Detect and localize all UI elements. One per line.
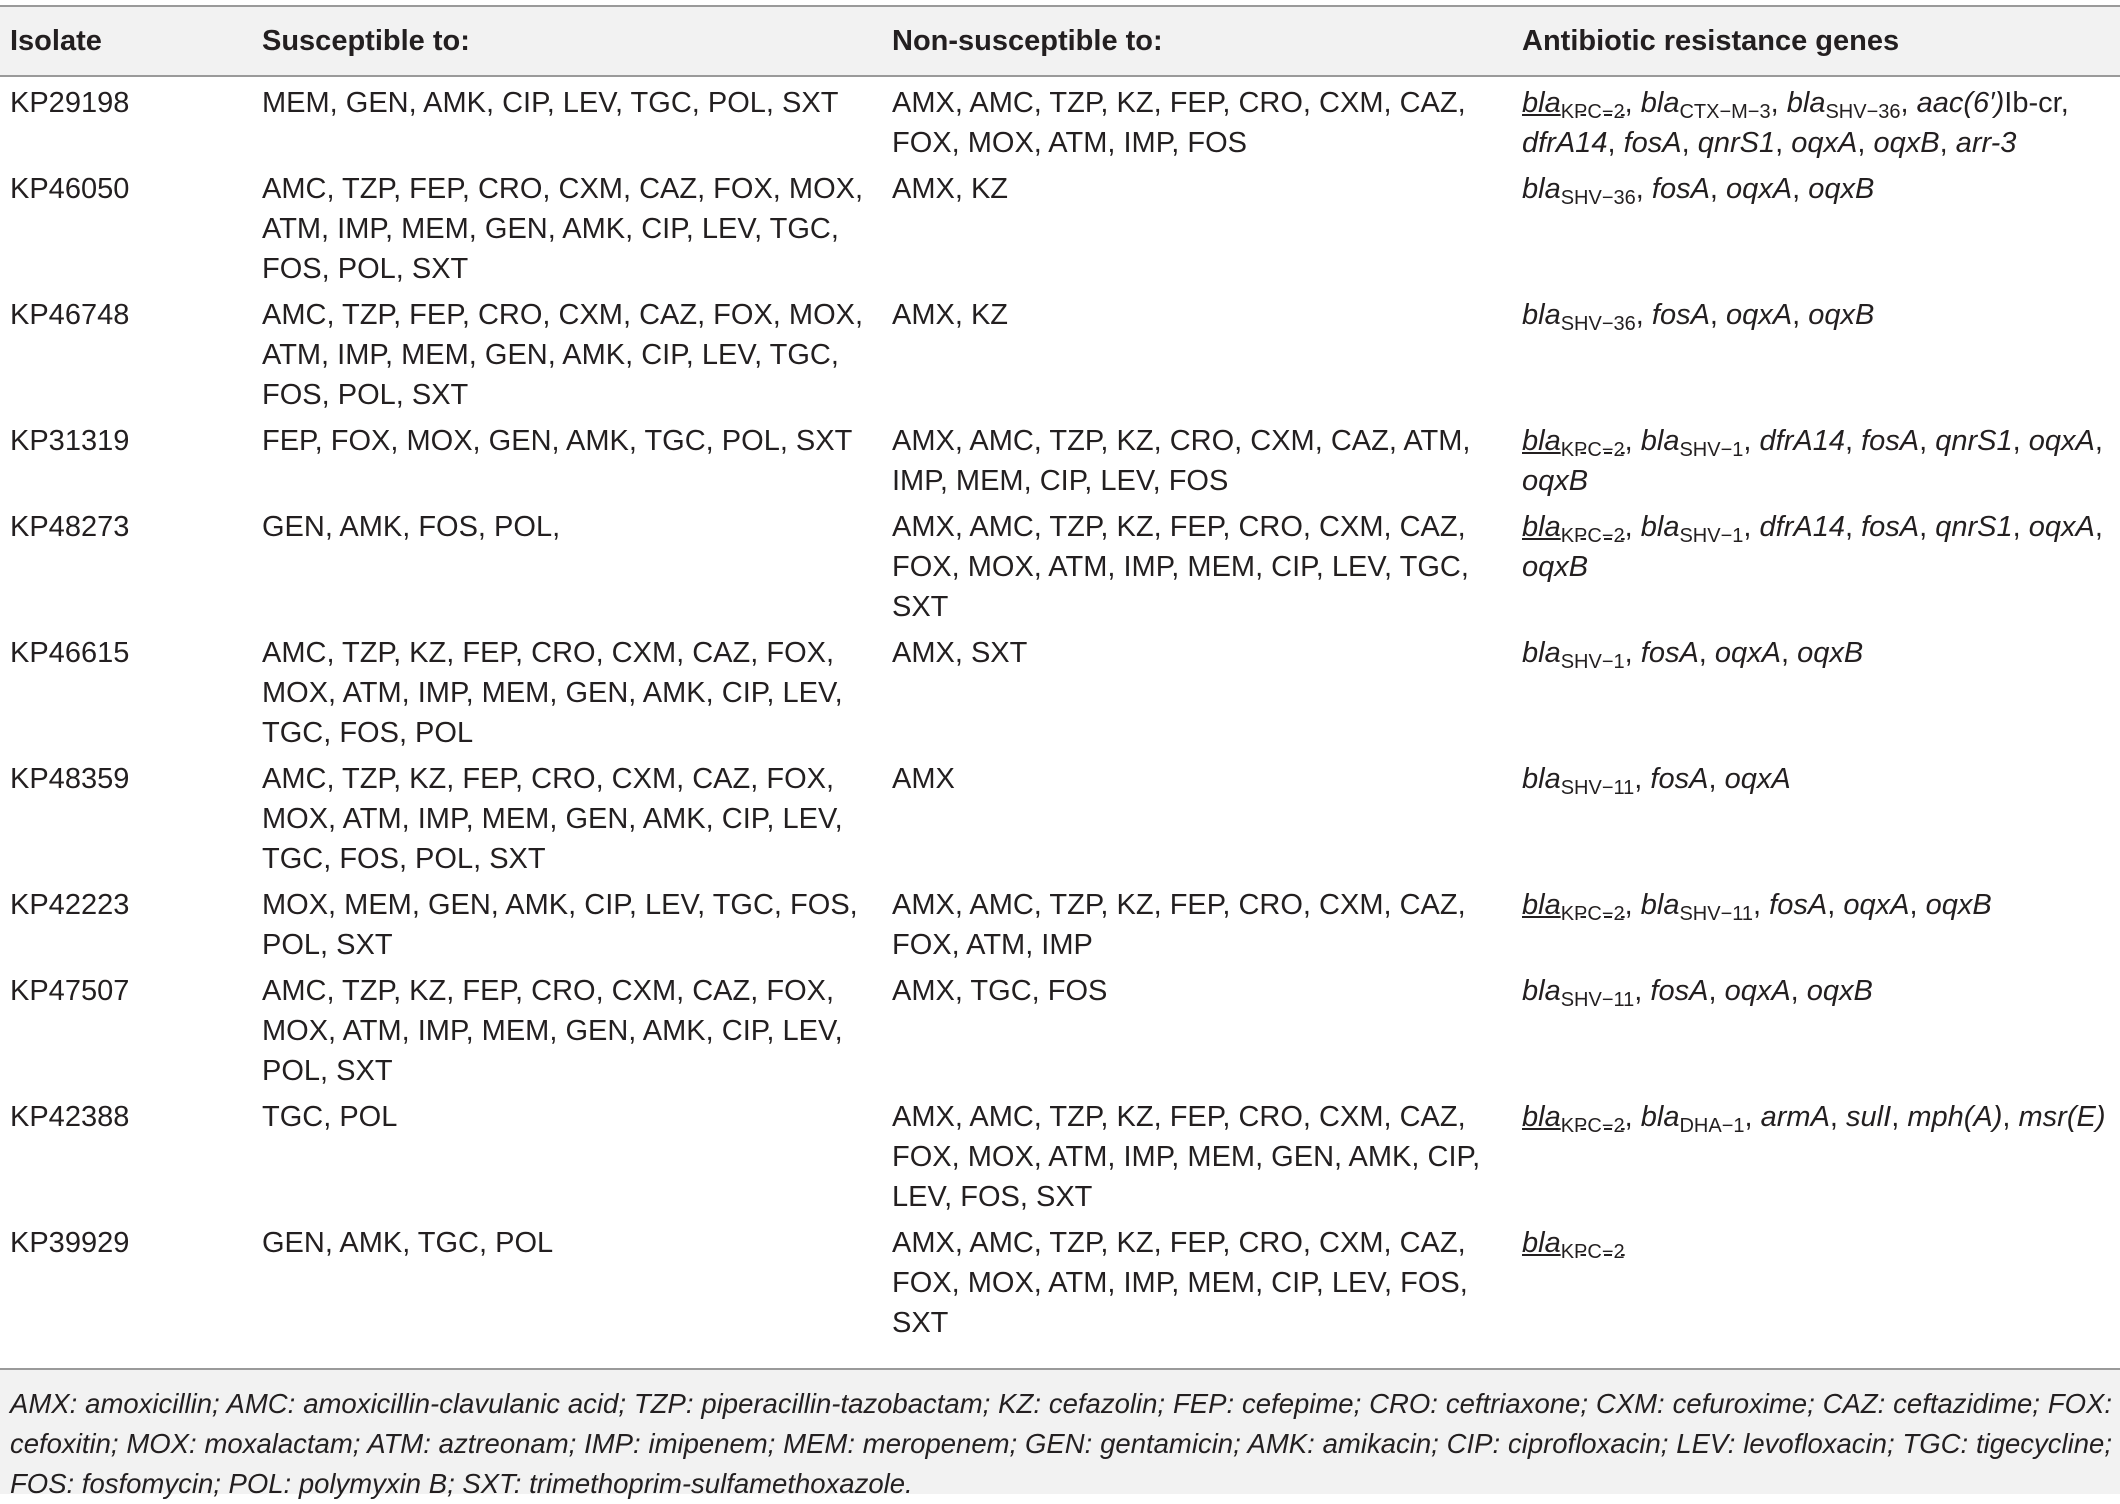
- gene-base: oqxA: [1726, 299, 1793, 331]
- gene-base: oqxB: [1522, 551, 1589, 583]
- isolate-cell: KP48359: [10, 763, 130, 795]
- nonsusceptible-cell: AMX, AMC, TZP, KZ, FEP, CRO, CXM, CAZ, FOX, MOX, ATM, IMP, MEM, CIP, LEV, TGC, SXT: [892, 511, 1469, 623]
- gene-base: bla: [1522, 637, 1561, 669]
- gene-suffix: Ib-cr: [2004, 87, 2061, 119]
- gene-base: armA: [1760, 1101, 1830, 1133]
- gene-base: fosA: [1650, 763, 1709, 795]
- resistance-genes-cell: bla$_{KPC-2}$, bla$_{SHV-1}$, dfrA14, fosA, qnrS1, oqxA, oqxB: [1522, 425, 2103, 497]
- gene-base: qnrS1: [1935, 425, 2013, 457]
- susceptible-cell: AMC, TZP, FEP, CRO, CXM, CAZ, FOX, MOX, ATM, IMP, MEM, GEN, AMK, CIP, LEV, TGC, FOS, POL, SXT: [262, 173, 864, 285]
- gene-variant-subscript: KPC−2: [1560, 1241, 1625, 1263]
- gene-base: bla: [1522, 299, 1561, 331]
- gene-base: bla: [1640, 87, 1680, 119]
- susceptible-cell: AMC, TZP, KZ, FEP, CRO, CXM, CAZ, FOX, MOX, ATM, IMP, MEM, GEN, AMK, CIP, LEV, TGC, FOS, POL, SXT: [262, 763, 843, 875]
- gene-base: bla: [1522, 1101, 1561, 1133]
- gene-variant-subscript: SHV−36: [1825, 101, 1901, 123]
- resistance-genes-cell: bla$_{SHV-36}$, fosA, oqxA, oqxB: [1522, 173, 1875, 209]
- gene-name: [1935, 425, 2012, 457]
- gene-variant-subscript: DHA−1: [1679, 1115, 1745, 1137]
- gene-base: bla: [1640, 1101, 1680, 1133]
- gene-name: [1522, 87, 1625, 123]
- gene-base: fosA: [1651, 173, 1710, 205]
- gene-base: oqxA: [1724, 975, 1791, 1007]
- gene-name: [1843, 889, 1909, 921]
- gene-base: fosA: [1651, 299, 1710, 331]
- gene-base: fosA: [1623, 127, 1682, 159]
- gene-name: [1698, 127, 1775, 159]
- gene-name: [1652, 173, 1710, 205]
- gene-base: arr-3: [1955, 127, 2017, 159]
- gene-name: [2029, 425, 2095, 457]
- gene-name: [1861, 425, 1919, 457]
- abbreviation-legend: AMX: amoxicillin; AMC: amoxicillin-clavulanic acid; TZP: piperacillin-tazobactam; KZ: cefazolin; FEP: cefepime; CRO: ceftriaxone; CXM: cefuroxime; CAZ: ceftazidime; FOX: cefoxitin; MOX: moxalactam; ATM: aztreonam; IMP: imipenem; MEM: meropenem; GEN: gentamicin; AMK: amikacin; CIP: ciprofloxacin; LEV: levofloxacin; TGC: tigecycline; FOS: fosfomycin; POL: polymyxin B; SXT: trimethoprim-sulfamethoxazole.: [10, 1388, 2112, 1499]
- gene-name: [1522, 975, 1635, 1011]
- gene-name: [1522, 637, 1625, 673]
- gene-base: oqxB: [1808, 173, 1875, 205]
- gene-base: bla: [1640, 511, 1680, 543]
- susceptible-cell: MEM, GEN, AMK, CIP, LEV, TGC, POL, SXT: [262, 87, 839, 119]
- table-row: [0, 627, 2120, 753]
- gene-name: [1522, 889, 1625, 925]
- gene-name: [1786, 87, 1901, 123]
- gene-name: [1807, 975, 1873, 1007]
- gene-base: oqxA: [1843, 889, 1910, 921]
- gene-base: fosA: [1640, 637, 1699, 669]
- gene-name: [1715, 637, 1781, 669]
- susceptible-cell: AMC, TZP, KZ, FEP, CRO, CXM, CAZ, FOX, MOX, ATM, IMP, MEM, GEN, AMK, CIP, LEV, TGC, FOS, POL: [262, 637, 843, 749]
- resistance-table: [0, 5, 2120, 1343]
- nonsusceptible-cell: AMX, AMC, TZP, KZ, FEP, CRO, CXM, CAZ, FOX, MOX, ATM, IMP, MEM, CIP, LEV, FOS, SXT: [892, 1227, 1468, 1339]
- gene-name: [1641, 637, 1699, 669]
- isolate-cell: KP48273: [10, 511, 130, 543]
- gene-base: dfrA14: [1522, 127, 1608, 159]
- gene-variant-subscript: KPC−2: [1560, 525, 1625, 547]
- susceptible-cell: AMC, TZP, FEP, CRO, CXM, CAZ, FOX, MOX, ATM, IMP, MEM, GEN, AMK, CIP, LEV, TGC, FOS, POL, SXT: [262, 299, 864, 411]
- isolate-cell: KP46050: [10, 173, 130, 205]
- gene-name: [1640, 889, 1754, 925]
- resistance-genes-cell: bla$_{KPC-2}$, bla$_{SHV-11}$, fosA, oqxA, oqxB: [1522, 889, 1992, 925]
- gene-name: [1907, 1101, 2002, 1133]
- gene-name: [1873, 127, 1939, 159]
- gene-base: bla: [1522, 425, 1561, 457]
- table-row: [0, 1217, 2120, 1343]
- gene-variant-subscript: SHV−36: [1560, 313, 1636, 335]
- gene-base: fosA: [1769, 889, 1828, 921]
- gene-base: bla: [1522, 173, 1561, 205]
- gene-base: oqxA: [2028, 511, 2095, 543]
- gene-name: [1640, 425, 1744, 461]
- gene-name: [1522, 1227, 1625, 1263]
- header-resistance-genes: Antibiotic resistance genes: [1522, 24, 1900, 57]
- gene-name: [1791, 127, 1857, 159]
- nonsusceptible-cell: AMX, KZ: [892, 173, 1009, 205]
- gene-name: [1650, 763, 1708, 795]
- resistance-genes-cell: bla$_{SHV-11}$, fosA, oqxA, oqxB: [1522, 975, 1873, 1011]
- header-nonsusceptible: Non-susceptible to:: [892, 24, 1163, 57]
- gene-name: [1650, 975, 1708, 1007]
- table-row: [0, 163, 2120, 289]
- gene-base: bla: [1522, 87, 1561, 119]
- gene-variant-subscript: SHV−36: [1560, 187, 1636, 209]
- gene-base: oqxB: [1806, 975, 1873, 1007]
- table-row: [0, 289, 2120, 415]
- gene-variant-subscript: KPC−2: [1560, 101, 1625, 123]
- gene-name: [1761, 1101, 1830, 1133]
- resistance-genes-cell: [1512, 1217, 2120, 1343]
- susceptible-cell: GEN, AMK, FOS, POL,: [262, 511, 561, 543]
- isolate-cell: KP42223: [10, 889, 130, 921]
- table-row: [0, 753, 2120, 879]
- gene-base: bla: [1522, 975, 1561, 1007]
- gene-base: dfrA14: [1759, 511, 1845, 543]
- gene-name: [1926, 889, 1992, 921]
- nonsusceptible-cell: AMX, TGC, FOS: [892, 975, 1108, 1007]
- gene-variant-subscript: SHV−11: [1560, 989, 1635, 1011]
- gene-base: oqxA: [1726, 173, 1793, 205]
- table-header-row: [0, 6, 2120, 76]
- gene-name: [1640, 87, 1771, 123]
- isolate-cell: KP46748: [10, 299, 130, 331]
- gene-name: [1769, 889, 1827, 921]
- isolate-cell: KP31319: [10, 425, 130, 457]
- gene-name: [1522, 551, 1588, 583]
- table-row: [0, 965, 2120, 1091]
- table-row: [0, 879, 2120, 965]
- susceptible-cell: AMC, TZP, KZ, FEP, CRO, CXM, CAZ, FOX, MOX, ATM, IMP, MEM, GEN, AMK, CIP, LEV, POL, SXT: [262, 975, 843, 1087]
- table-row: [0, 501, 2120, 627]
- nonsusceptible-cell: AMX, AMC, TZP, KZ, FEP, CRO, CXM, CAZ, FOX, MOX, ATM, IMP, MEM, GEN, AMK, CIP, LEV, FOS, SXT: [892, 1101, 1481, 1213]
- gene-name: [1956, 127, 2017, 159]
- table-row: [0, 76, 2120, 163]
- header-susceptible: Susceptible to:: [262, 24, 470, 57]
- gene-name: [1522, 1101, 1625, 1137]
- gene-name: [1760, 425, 1845, 457]
- gene-name: [1917, 87, 2061, 119]
- gene-name: [1624, 127, 1682, 159]
- isolate-cell: KP46615: [10, 637, 130, 669]
- isolate-cell: KP47507: [10, 975, 130, 1007]
- gene-name: [1522, 173, 1636, 209]
- resistance-genes-cell: bla$_{KPC-2}$, bla$_{SHV-1}$, dfrA14, fosA, qnrS1, oqxA, oqxB: [1522, 511, 2103, 583]
- table-row: [0, 1091, 2120, 1217]
- gene-base: bla: [1522, 763, 1561, 795]
- gene-base: mph(A): [1907, 1101, 2003, 1133]
- gene-base: qnrS1: [1697, 127, 1776, 159]
- gene-name: [1797, 637, 1863, 669]
- gene-name: [1522, 763, 1635, 799]
- resistance-genes-cell: bla$_{KPC-2}$, bla$_{DHA-1}$, armA, sulI, mph(A), msr(E): [1522, 1101, 2106, 1137]
- gene-base: msr(E): [2018, 1101, 2106, 1133]
- nonsusceptible-cell: AMX: [892, 763, 955, 795]
- gene-name: [1808, 173, 1874, 205]
- gene-base: qnrS1: [1935, 511, 2013, 543]
- gene-variant-subscript: SHV−11: [1560, 777, 1635, 799]
- gene-name: [1725, 763, 1791, 795]
- resistance-genes-cell: bla$_{SHV-1}$, fosA, oqxA, oqxB: [1522, 637, 1864, 673]
- gene-base: fosA: [1650, 975, 1709, 1007]
- gene-name: [1846, 1101, 1891, 1133]
- gene-name: [2019, 1101, 2106, 1133]
- table-body: [0, 76, 2120, 1343]
- nonsusceptible-cell: AMX, AMC, TZP, KZ, CRO, CXM, CAZ, ATM, IMP, MEM, CIP, LEV, FOS: [892, 425, 1471, 497]
- gene-name: [1522, 127, 1607, 159]
- table-row: [0, 415, 2120, 501]
- gene-name: [2029, 511, 2095, 543]
- gene-base: oqxA: [1714, 637, 1782, 669]
- gene-name: [1861, 511, 1919, 543]
- gene-variant-subscript: KPC−2: [1560, 439, 1625, 461]
- gene-name: [1522, 511, 1625, 547]
- gene-name: [1726, 173, 1792, 205]
- susceptible-cell: FEP, FOX, MOX, GEN, AMK, TGC, POL, SXT: [262, 425, 853, 457]
- isolate-cell: KP29198: [10, 87, 130, 119]
- gene-base: bla: [1640, 889, 1680, 921]
- gene-variant-subscript: KPC−2: [1560, 1115, 1625, 1137]
- nonsusceptible-cell: AMX, AMC, TZP, KZ, FEP, CRO, CXM, CAZ, FOX, ATM, IMP: [892, 889, 1466, 961]
- gene-base: oqxB: [1925, 889, 1992, 921]
- resistance-genes-cell: bla$_{KPC-2}$, bla$_{CTX-M-3}$, bla$_{SHV-36}$, aac(6′)Ib-cr, dfrA14, fosA, qnrS1, oqxA, oqxB, arr-3: [1522, 87, 2069, 159]
- gene-name: [1726, 299, 1792, 331]
- gene-base: fosA: [1861, 511, 1920, 543]
- gene-base: aac(6′): [1916, 87, 2005, 119]
- gene-name: [1640, 1101, 1745, 1137]
- gene-variant-subscript: SHV−11: [1679, 903, 1754, 925]
- gene-base: oqxB: [1873, 127, 1940, 159]
- susceptible-cell: GEN, AMK, TGC, POL: [262, 1227, 554, 1259]
- gene-base: sulI: [1846, 1101, 1892, 1133]
- isolate-cell: KP42388: [10, 1101, 130, 1133]
- nonsusceptible-cell: AMX, SXT: [892, 637, 1028, 669]
- isolate-cell: KP39929: [10, 1227, 130, 1259]
- gene-base: oqxA: [2028, 425, 2095, 457]
- gene-base: bla: [1522, 1227, 1561, 1259]
- gene-base: oqxA: [1791, 127, 1858, 159]
- gene-name: [1522, 465, 1588, 497]
- gene-base: bla: [1786, 87, 1826, 119]
- nonsusceptible-cell: AMX, AMC, TZP, KZ, FEP, CRO, CXM, CAZ, FOX, MOX, ATM, IMP, FOS: [892, 87, 1466, 159]
- gene-base: dfrA14: [1759, 425, 1845, 457]
- gene-variant-subscript: KPC−2: [1560, 903, 1625, 925]
- gene-variant-subscript: SHV−1: [1560, 651, 1625, 673]
- gene-name: [1935, 511, 2012, 543]
- gene-name: [1522, 425, 1625, 461]
- gene-name: [1725, 975, 1791, 1007]
- resistance-genes-cell: bla$_{SHV-11}$, fosA, oqxA: [1522, 763, 1791, 799]
- gene-name: [1522, 299, 1636, 335]
- nonsusceptible-cell: AMX, KZ: [892, 299, 1009, 331]
- header-isolate: Isolate: [10, 24, 102, 57]
- gene-base: oqxB: [1797, 637, 1864, 669]
- gene-variant-subscript: SHV−1: [1679, 525, 1744, 547]
- gene-name: [1640, 511, 1744, 547]
- gene-name: [1808, 299, 1874, 331]
- susceptible-cell: MOX, MEM, GEN, AMK, CIP, LEV, TGC, FOS, POL, SXT: [262, 889, 858, 961]
- gene-base: fosA: [1861, 425, 1920, 457]
- gene-base: oqxB: [1808, 299, 1875, 331]
- table-footnote: [0, 1368, 2120, 1499]
- gene-base: bla: [1522, 511, 1561, 543]
- gene-base: bla: [1522, 889, 1561, 921]
- gene-name: [1760, 511, 1845, 543]
- gene-base: oqxB: [1522, 465, 1589, 497]
- resistance-genes-cell: bla$_{SHV-36}$, fosA, oqxA, oqxB: [1522, 299, 1875, 335]
- gene-name: [1652, 299, 1710, 331]
- susceptible-cell: TGC, POL: [262, 1101, 398, 1133]
- gene-variant-subscript: SHV−1: [1679, 439, 1744, 461]
- gene-base: bla: [1640, 425, 1680, 457]
- gene-base: oqxA: [1724, 763, 1791, 795]
- gene-variant-subscript: CTX−M−3: [1679, 101, 1771, 123]
